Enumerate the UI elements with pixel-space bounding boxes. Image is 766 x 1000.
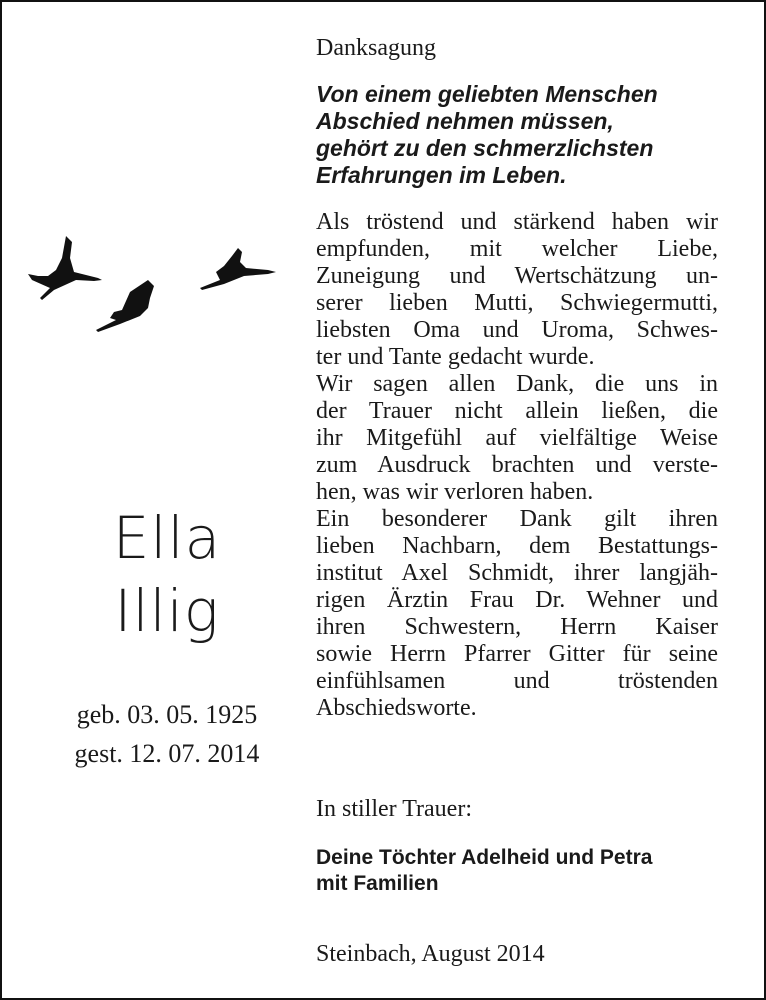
body-line: empfunden, mit welcher Liebe,: [316, 236, 718, 262]
body-line: sowie Herrn Pfarrer Gitter für seine: [316, 641, 718, 667]
signer-line: mit Familien: [316, 872, 439, 895]
body-line: zum Ausdruck brachten und verste-: [316, 452, 718, 478]
flying-birds-icon: [24, 228, 286, 340]
body-line: ihr Mitgefühl auf vielfältige Weise: [316, 425, 718, 451]
closing-line: In stiller Trauer:: [316, 796, 472, 822]
body-line: der Trauer nicht allein ließen, die: [316, 398, 718, 424]
body-line: Zuneigung und Wertschätzung un-: [316, 263, 718, 289]
quote-line: gehört zu den schmerzlichsten: [316, 135, 654, 161]
body-line: ihren Schwestern, Herrn Kaiser: [316, 614, 718, 640]
body-line: Wir sagen allen Dank, die uns in: [316, 371, 718, 397]
body-line: einfühlsamen und tröstenden: [316, 668, 718, 694]
body-line: rigen Ärztin Frau Dr. Wehner und: [316, 587, 718, 613]
body-line: liebsten Oma und Uroma, Schwes-: [316, 317, 718, 343]
quote-line: Erfahrungen im Leben.: [316, 162, 567, 188]
birth-date: geb. 03. 05. 1925: [76, 700, 258, 729]
deceased-last-name: Illig: [114, 577, 220, 645]
quote-line: Abschied nehmen müssen,: [316, 108, 614, 134]
body-line: ter und Tante gedacht wurde.: [316, 344, 595, 370]
body-line: lieben Nachbarn, dem Bestattungs-: [316, 533, 718, 559]
notice-heading: Danksagung: [316, 35, 436, 61]
deceased-first-name: Ella: [112, 504, 222, 572]
body-line: Ein besonderer Dank gilt ihren: [316, 506, 718, 532]
signers-block: [316, 845, 718, 897]
thanks-body-text: [316, 209, 718, 722]
body-line: Als tröstend und stärkend haben wir: [316, 209, 718, 235]
body-line: institut Axel Schmidt, ihrer langjäh-: [316, 560, 718, 586]
death-date: gest. 12. 07. 2014: [74, 739, 260, 768]
quote-block: [316, 81, 718, 189]
body-line: hen, was wir verloren haben.: [316, 479, 594, 505]
signer-line: Deine Töchter Adelheid und Petra: [316, 846, 653, 869]
body-line: Abschiedsworte.: [316, 695, 477, 721]
place-date: Steinbach, August 2014: [316, 941, 545, 967]
quote-line: Von einem geliebten Menschen: [316, 81, 658, 107]
body-line: serer lieben Mutti, Schwiegermutti,: [316, 290, 718, 316]
